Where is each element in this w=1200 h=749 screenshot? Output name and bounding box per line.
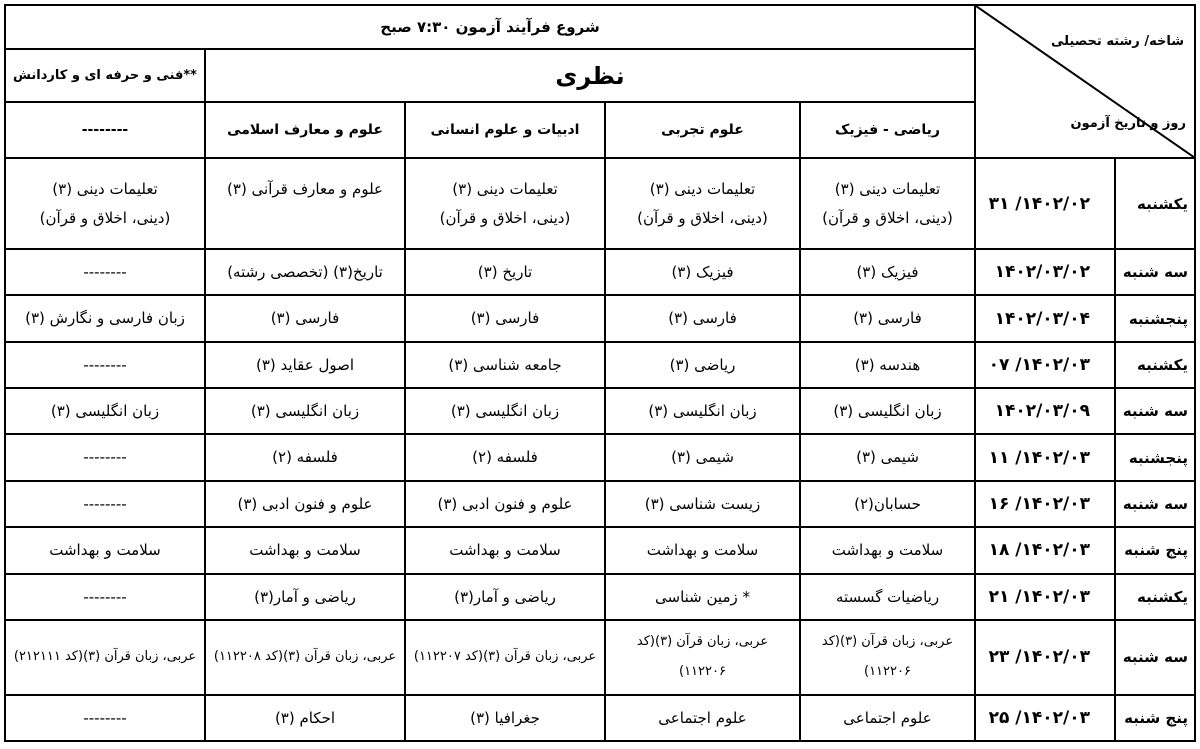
fanni-header: **فنی و حرفه ای و کاردانش xyxy=(5,49,205,101)
subject-cell: -------- xyxy=(5,481,205,527)
subject-cell: علوم اجتماعی xyxy=(800,695,975,741)
subject-cell: -------- xyxy=(5,695,205,741)
subject-cell: هندسه (۳) xyxy=(800,342,975,388)
subject-cell: احکام (۳) xyxy=(205,695,405,741)
corner-bottom-label: روز و تاریخ آزمون xyxy=(1070,116,1186,131)
subject-line1: تعلیمات دینی (۳) xyxy=(649,180,756,199)
corner-header-cell xyxy=(975,5,1195,158)
schedule-title: شروع فرآیند آزمون ۷:۳۰ صبح xyxy=(5,5,975,49)
subject-cell: زبان انگلیسی (۳) xyxy=(605,388,800,434)
date-cell: ۱۴۰۲/۰۳/ ۲۱ xyxy=(975,574,1115,620)
day-cell: یکشنبه xyxy=(1115,574,1195,620)
major-maaref: علوم و معارف اسلامی xyxy=(205,102,405,158)
major-tajrobi: علوم تجربی xyxy=(605,102,800,158)
day-cell: سه شنبه xyxy=(1115,249,1195,295)
subject-cell xyxy=(5,620,205,695)
subject-cell xyxy=(405,158,605,249)
day-cell: یکشنبه xyxy=(1115,342,1195,388)
major-riazi: ریاضی - فیزیک xyxy=(800,102,975,158)
subject-cell: -------- xyxy=(5,342,205,388)
subject-line1: تعلیمات دینی (۳) xyxy=(452,180,558,199)
subject-cell: سلامت و بهداشت xyxy=(405,527,605,573)
date-cell: ۱۴۰۲/۰۲/ ۳۱ xyxy=(975,158,1115,249)
subject-line1: تعلیمات دینی (۳) xyxy=(52,180,158,199)
subject-cell: علوم و فنون ادبی (۳) xyxy=(405,481,605,527)
table-row xyxy=(5,342,1195,388)
subject-line1: عربی، زبان قرآن (۳) xyxy=(840,634,954,650)
subject-cell: ریاضی و آمار(۳) xyxy=(405,574,605,620)
subject-cell: -------- xyxy=(5,434,205,480)
subject-cell: تاریخ (۳) xyxy=(405,249,605,295)
subject-line1: عربی، زبان قرآن (۳) xyxy=(283,649,397,665)
date-cell: ۱۴۰۲/۰۳/ ۲۳ xyxy=(975,620,1115,695)
day-cell: پنجشنبه xyxy=(1115,295,1195,341)
subject-cell: زبان انگلیسی (۳) xyxy=(405,388,605,434)
subject-line2: (دینی، اخلاق و قرآن) xyxy=(637,208,768,227)
subject-cell: فلسفه (۲) xyxy=(205,434,405,480)
subject-cell xyxy=(205,158,405,249)
subject-cell: فارسی (۳) xyxy=(605,295,800,341)
nazari-header: نظری xyxy=(205,49,975,101)
subject-cell xyxy=(405,620,605,695)
subject-cell: جغرافیا (۳) xyxy=(405,695,605,741)
subject-line2: (دینی، اخلاق و قرآن) xyxy=(822,208,953,227)
subject-line2: (کد ۱۱۲۲۰۸) xyxy=(213,649,284,665)
subject-line1: عربی، زبان قرآن (۳) xyxy=(83,649,197,665)
day-cell: پنج شنبه xyxy=(1115,527,1195,573)
subject-cell xyxy=(800,158,975,249)
date-cell: ۱۴۰۲/۰۳/ ۱۶ xyxy=(975,481,1115,527)
table-row xyxy=(5,481,1195,527)
date-cell: ۱۴۰۲/۰۳/ ۲۵ xyxy=(975,695,1115,741)
subject-cell: سلامت و بهداشت xyxy=(5,527,205,573)
table-row xyxy=(5,695,1195,741)
subject-cell: زیست شناسی (۳) xyxy=(605,481,800,527)
subject-line1: علوم و معارف قرآنی (۳) xyxy=(227,180,383,199)
subject-cell: -------- xyxy=(5,249,205,295)
subject-cell: جامعه شناسی (۳) xyxy=(405,342,605,388)
subject-cell: فارسی (۳) xyxy=(800,295,975,341)
subject-line1: عربی، زبان قرآن (۳) xyxy=(483,649,597,665)
table-row xyxy=(5,295,1195,341)
subject-cell: ریاضی (۳) xyxy=(605,342,800,388)
subject-cell: سلامت و بهداشت xyxy=(205,527,405,573)
schedule-table xyxy=(4,4,1196,742)
subject-cell: -------- xyxy=(5,574,205,620)
subject-cell: فارسی (۳) xyxy=(205,295,405,341)
subject-line2: (دینی، اخلاق و قرآن) xyxy=(39,208,171,227)
subject-cell xyxy=(605,158,800,249)
subject-cell: زبان انگلیسی (۳) xyxy=(205,388,405,434)
subject-cell: فلسفه (۲) xyxy=(405,434,605,480)
subject-cell: شیمی (۳) xyxy=(800,434,975,480)
table-row xyxy=(5,249,1195,295)
subject-cell: زبان انگلیسی (۳) xyxy=(800,388,975,434)
subject-cell: شیمی (۳) xyxy=(605,434,800,480)
subject-cell: ریاضی و آمار(۳) xyxy=(205,574,405,620)
table-row xyxy=(5,158,1195,249)
date-cell: ۱۴۰۲/۰۳/۰۹ xyxy=(975,388,1115,434)
subject-line2: (دینی، اخلاق و قرآن) xyxy=(439,208,571,227)
subject-line1: تعلیمات دینی (۳) xyxy=(834,180,941,199)
subject-cell: * زمین شناسی xyxy=(605,574,800,620)
date-cell: ۱۴۰۲/۰۳/ ۱۸ xyxy=(975,527,1115,573)
subject-cell: سلامت و بهداشت xyxy=(605,527,800,573)
subject-cell: سلامت و بهداشت xyxy=(800,527,975,573)
diagonal-line xyxy=(976,6,1194,157)
subject-cell: فیزیک (۳) xyxy=(800,249,975,295)
table-row xyxy=(5,620,1195,695)
subject-cell: زبان فارسی و نگارش (۳) xyxy=(5,295,205,341)
subject-cell: تاریخ(۳) (تخصصی رشته) xyxy=(205,249,405,295)
date-cell: ۱۴۰۲/۰۳/ ۱۱ xyxy=(975,434,1115,480)
subject-cell xyxy=(800,620,975,695)
table-row xyxy=(5,574,1195,620)
day-cell: سه شنبه xyxy=(1115,620,1195,695)
subject-cell: فارسی (۳) xyxy=(405,295,605,341)
subject-cell xyxy=(205,620,405,695)
subject-cell: زبان انگلیسی (۳) xyxy=(5,388,205,434)
subject-line2: (کد ۲۱۲۱۱۱) xyxy=(13,649,84,665)
fanni-dash: -------- xyxy=(5,102,205,158)
day-cell: سه شنبه xyxy=(1115,481,1195,527)
subject-cell: علوم و فنون ادبی (۳) xyxy=(205,481,405,527)
table-row xyxy=(5,388,1195,434)
date-cell: ۱۴۰۲/۰۳/۰۴ xyxy=(975,295,1115,341)
subject-cell: ریاضیات گسسته xyxy=(800,574,975,620)
corner-top-label: شاخه/ رشته تحصیلی xyxy=(1050,34,1184,49)
subject-cell: فیزیک (۳) xyxy=(605,249,800,295)
subject-line1: عربی، زبان قرآن (۳) xyxy=(655,634,769,650)
subject-cell: اصول عقاید (۳) xyxy=(205,342,405,388)
date-cell: ۱۴۰۲/۰۳/ ۰۷ xyxy=(975,342,1115,388)
subject-cell: علوم اجتماعی xyxy=(605,695,800,741)
exam-schedule xyxy=(4,4,1194,742)
major-ensani: ادبیات و علوم انسانی xyxy=(405,102,605,158)
subject-cell xyxy=(605,620,800,695)
date-cell: ۱۴۰۲/۰۳/۰۲ xyxy=(975,249,1115,295)
day-cell: یکشنبه xyxy=(1115,158,1195,249)
subject-cell xyxy=(5,158,205,249)
subject-line2: (کد ۱۱۲۲۰۶) xyxy=(821,634,911,680)
day-cell: پنج شنبه xyxy=(1115,695,1195,741)
day-cell: سه شنبه xyxy=(1115,388,1195,434)
table-row xyxy=(5,527,1195,573)
table-row xyxy=(5,434,1195,480)
subject-line2: (کد ۱۱۲۲۰۶) xyxy=(636,634,726,680)
subject-line2: (کد ۱۱۲۲۰۷) xyxy=(413,649,484,665)
day-cell: پنجشنبه xyxy=(1115,434,1195,480)
subject-cell: حسابان(۲) xyxy=(800,481,975,527)
